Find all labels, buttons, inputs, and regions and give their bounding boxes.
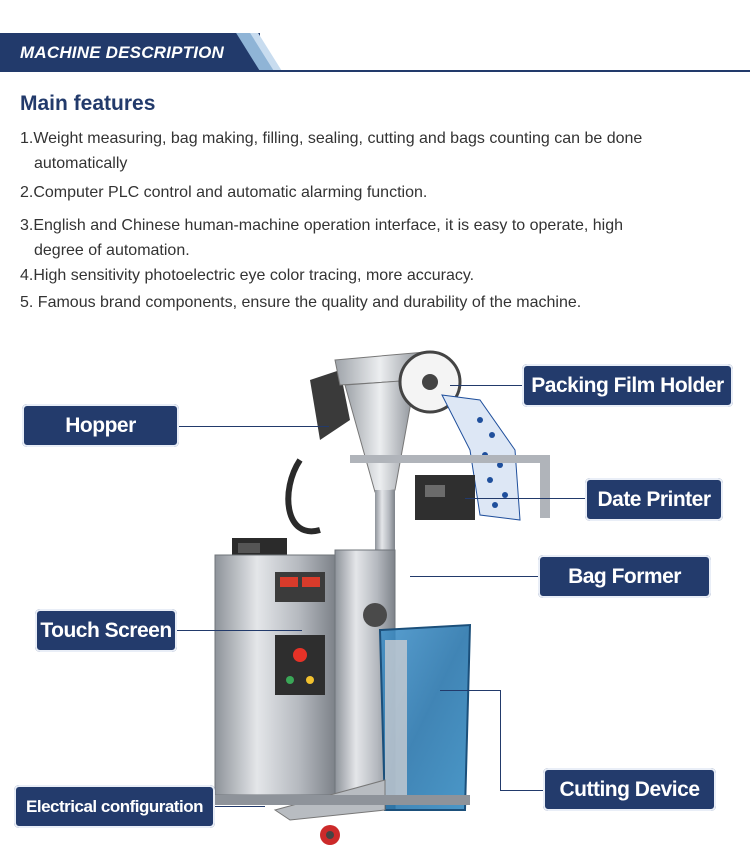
control-panel-buttons [275, 635, 325, 695]
date-printer-leader-line [465, 498, 585, 499]
callout-packing-film-holder: Packing Film Holder [522, 364, 733, 407]
upper-frame-bar [350, 455, 550, 463]
section-header [0, 0, 750, 75]
packing-machine-illustration [180, 340, 580, 861]
feature-line: 1.Weight measuring, bag making, filling, sealing, cutting and bags counting can be done [20, 130, 643, 147]
feature-item-5 [20, 290, 735, 315]
feature-item-1 [20, 126, 735, 176]
feature-line: 2.Computer PLC control and automatic alarming function. [20, 184, 428, 201]
features-heading: Main features [20, 92, 156, 115]
cutting-device-leader-line-h [440, 690, 500, 691]
callout-date-printer: Date Printer [585, 478, 723, 521]
feature-item-4 [20, 263, 735, 288]
feature-line-continued: automatically [34, 155, 128, 172]
feature-item-2 [20, 180, 735, 205]
cutting-device-leader-line-end [500, 790, 544, 791]
callout-hopper: Hopper [22, 404, 179, 447]
callout-touch-screen: Touch Screen [35, 609, 177, 652]
touch-screen-leader-line [177, 630, 302, 631]
feature-item-3 [20, 213, 735, 263]
cutting-device-leader-line-v [500, 690, 501, 790]
forming-drive [363, 603, 387, 627]
callout-bag-former: Bag Former [538, 555, 711, 598]
callout-cutting-device: Cutting Device [543, 768, 716, 811]
electrical-leader-line [215, 806, 265, 807]
hopper-leader-line [179, 426, 329, 427]
feature-line: 4.High sensitivity photoelectric eye color tracing, more accuracy. [20, 267, 475, 284]
feature-line: 5. Famous brand components, ensure the quality and durability of the machine. [20, 294, 582, 311]
bag-former-leader-line [410, 576, 538, 577]
film-holder-leader-line [450, 385, 523, 386]
header-underline [0, 70, 750, 72]
feature-line: 3.English and Chinese human-machine operation interface, it is easy to operate, high [20, 217, 624, 234]
section-title: MACHINE DESCRIPTION [20, 43, 225, 62]
callout-electrical-configuration: Electrical configuration [14, 785, 215, 828]
feature-line-continued: degree of automation. [34, 242, 190, 259]
feed-hose [288, 460, 320, 531]
